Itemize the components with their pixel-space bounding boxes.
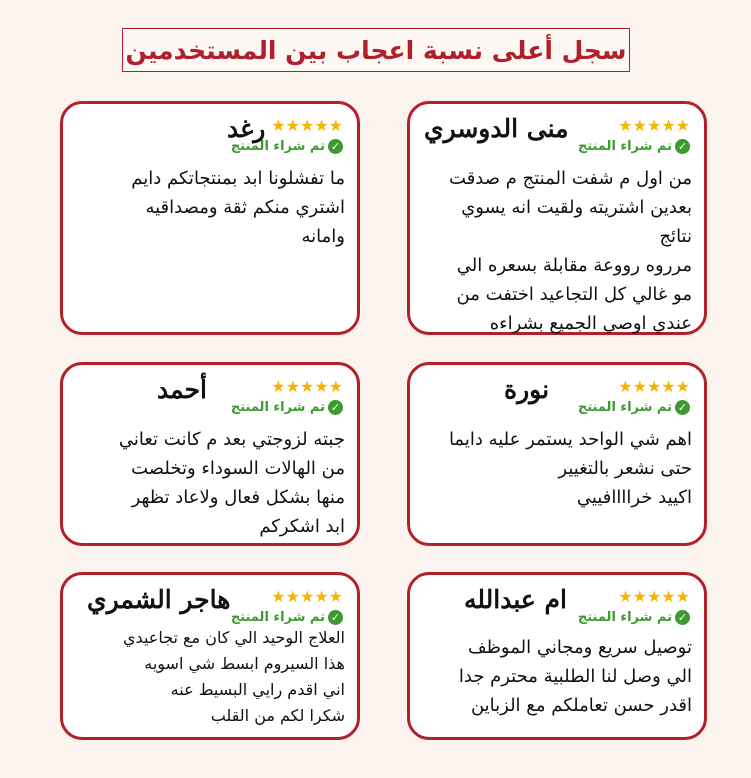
review-header: [77, 373, 343, 425]
review-text: توصيل سريع ومجاني الموظف الي وصل لنا الطلبية محترم جدا اقدر حسن تعاملكم مع الزباين: [458, 637, 692, 716]
check-circle-icon: ✓: [675, 610, 690, 625]
verified-label: تم شراء المنتج: [230, 610, 325, 625]
star-rating: ★★★★★: [618, 587, 690, 606]
reviewer-name: هاجر الشمري: [87, 585, 231, 614]
review-card: [60, 101, 360, 335]
reviewer-name: منى الدوسري: [424, 114, 569, 143]
verified-purchase-badge: [578, 610, 690, 625]
reviewer-name: نورة: [504, 375, 550, 404]
verified-purchase-badge: [231, 400, 343, 415]
check-circle-icon: ✓: [675, 139, 690, 154]
check-circle-icon: ✓: [328, 610, 343, 625]
review-header: [424, 583, 690, 635]
review-card: [60, 362, 360, 546]
star-rating: ★★★★★: [271, 587, 343, 606]
verified-purchase-badge: [578, 400, 690, 415]
verified-purchase-badge: [578, 139, 690, 154]
verified-purchase-badge: [231, 610, 343, 625]
review-text: ما تفشلونا ابد بمنتجاتكم دايم اشتري منكم ثقة ومصداقيه وامانه: [131, 168, 345, 247]
review-text: جبته لزوجتي بعد م كانت تعاني من الهالات السوداء وتخلصت منها بشكل فعال ولاعاد تظهر ابد اشكركم: [118, 429, 345, 537]
review-card: [407, 572, 707, 740]
review-text: العلاج الوحيد الي كان مع تجاعيدي هذا السيروم ابسط شي اسويه اني اقدم رايي البسيط عنه شكرا لكم من القلب: [123, 628, 345, 725]
review-header: [424, 373, 690, 425]
review-card: [60, 572, 360, 740]
title-box: [122, 28, 630, 72]
review-text: من اول م شفت المنتج م صدقت بعدين اشتريته ولقيت انه يسوي نتائج مرروه رووعة مقابلة بسعره الي مو غالي كل التجاعيد اختفت من عندي اوصي الجميع بشراءه: [449, 168, 692, 334]
review-header: [424, 112, 690, 164]
review-text: اهم شي الواحد يستمر عليه دايما حتى نشعر بالتغيير اكييد خراااافييي: [448, 429, 692, 508]
verified-label: تم شراء المنتج: [577, 610, 672, 625]
verified-label: تم شراء المنتج: [230, 139, 325, 154]
reviewer-name: ام عبدالله: [464, 585, 567, 614]
star-rating: ★★★★★: [271, 116, 343, 135]
check-circle-icon: ✓: [328, 139, 343, 154]
star-rating: ★★★★★: [618, 377, 690, 396]
verified-label: تم شراء المنتج: [577, 400, 672, 415]
verified-label: تم شراء المنتج: [577, 139, 672, 154]
check-circle-icon: ✓: [675, 400, 690, 415]
reviewer-name: رغد: [227, 114, 266, 143]
review-card: [407, 101, 707, 335]
page-title: سجل أعلى نسبة اعجاب بين المستخدمين: [125, 35, 627, 65]
star-rating: ★★★★★: [271, 377, 343, 396]
star-rating: ★★★★★: [618, 116, 690, 135]
reviewer-name: أحمد: [157, 375, 207, 404]
review-header: [77, 112, 343, 164]
verified-label: تم شراء المنتج: [230, 400, 325, 415]
check-circle-icon: ✓: [328, 400, 343, 415]
review-card: [407, 362, 707, 546]
